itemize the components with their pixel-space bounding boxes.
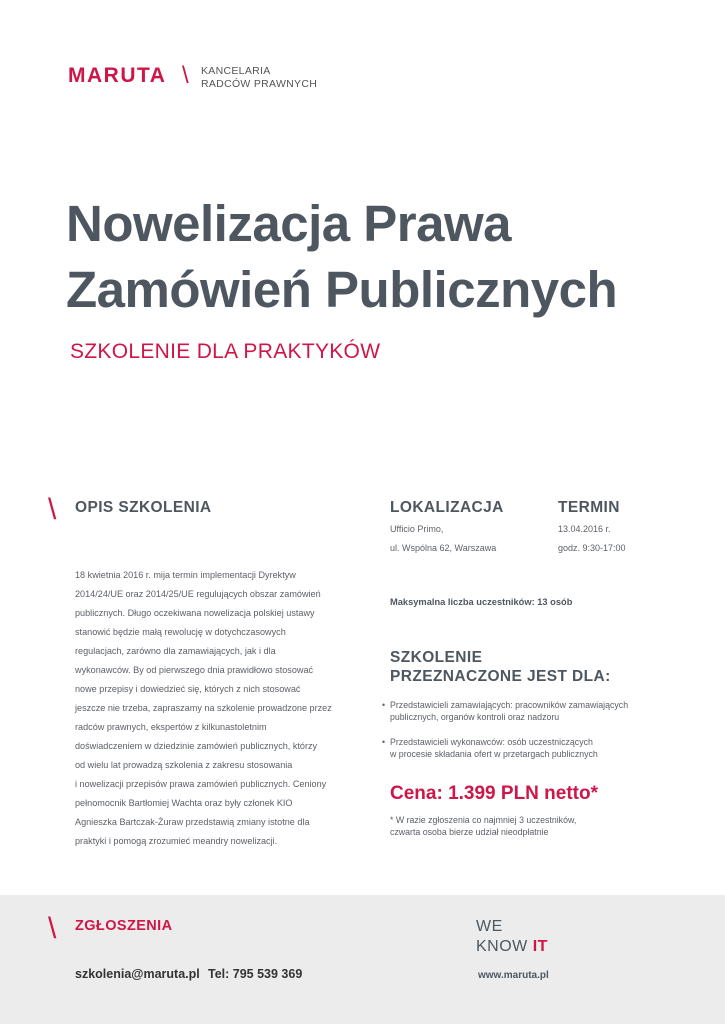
audience-item	[382, 699, 629, 723]
slogan-line2	[476, 938, 548, 956]
term-hours: godz. 9:30-17:00	[558, 543, 626, 553]
description-line: radców prawnych, ekspertów z kilkunastoletnim	[75, 722, 267, 732]
price: Cena: 1.399 PLN netto*	[390, 783, 598, 804]
price-footnote	[390, 814, 576, 838]
description-heading: OPIS SZKOLENIA	[75, 499, 212, 516]
description-line: publicznych. Długo oczekiwana nowelizacja polskiej ustawy	[75, 608, 315, 618]
slogan-know: KNOW	[476, 938, 533, 955]
logo-brand: MARUTA	[68, 64, 167, 87]
description-line: nowe przepisy i dowiedzieć się, których z nich stosować	[75, 684, 301, 694]
description-line: Agnieszka Bartczak-Żuraw przedstawią zmiany istotne dla	[75, 817, 310, 827]
contact-phone[interactable]: Tel: 795 539 369	[208, 967, 303, 981]
audience-item	[382, 736, 598, 760]
location-venue: Ufficio Primo,	[390, 524, 444, 534]
description-line: pełnomocnik Bartłomiej Wachta oraz były członek KIO	[75, 798, 293, 808]
page-subtitle: SZKOLENIE DLA PRAKTYKÓW	[70, 340, 381, 363]
description-line: 18 kwietnia 2016 r. mija termin implementacji Dyrektyw	[75, 570, 296, 580]
description-line: i nowelizacji przepisów prawa zamówień publicznych. Ceniony	[75, 779, 327, 789]
description-line: stanowić będzie małą rewolucję w dotychczasowych	[75, 627, 286, 637]
audience-item-line: publicznych, organów kontroli oraz nadzoru	[390, 712, 560, 722]
description-line: wykonawców. By od pierwszego dnia prawidłowo stosować	[75, 665, 314, 675]
bullet-icon: •	[382, 700, 386, 710]
footnote-line: * W razie zgłoszenia co najmniej 3 uczestników,	[390, 815, 577, 825]
location-heading: LOKALIZACJA	[390, 499, 504, 516]
term-heading: TERMIN	[558, 499, 620, 516]
logo-subtitle-line2: RADCÓW PRAWNYCH	[201, 78, 318, 90]
slogan-it: IT	[532, 938, 548, 955]
audience-heading-line1: SZKOLENIE	[390, 649, 483, 666]
audience-item-line: Przedstawicieli zamawiających: pracowników zamawiających	[390, 700, 629, 710]
audience-item-line: w procesie składania ofert w przetargach publicznych	[390, 749, 598, 759]
footer	[0, 895, 725, 1024]
location-address: ul. Wspólna 62, Warszawa	[390, 543, 497, 553]
applications-heading: ZGŁOSZENIA	[75, 918, 173, 934]
logo-slash: \	[182, 62, 189, 89]
audience-heading-line2: PRZEZNACZONE JEST DLA:	[390, 668, 611, 685]
website-link[interactable]: www.maruta.pl	[478, 970, 549, 981]
description-line: jeszcze nie trzeba, zapraszamy na szkolenie prowadzone przez	[75, 703, 332, 713]
contact-email-link[interactable]: szkolenia@maruta.pl	[75, 967, 200, 981]
audience-item-line: Przedstawicieli wykonawców: osób uczestniczących	[390, 737, 593, 747]
footnote-line: czwarta osoba bierze udział nieodpłatnie	[390, 827, 549, 837]
description-text	[75, 566, 337, 851]
description-line: regulacjach, zarówno dla zamawiających, jak i dla	[75, 646, 276, 656]
max-participants: Maksymalna liczba uczestników: 13 osób	[390, 597, 573, 607]
slogan-line1: WE	[476, 918, 503, 935]
page-title-line1: Nowelizacja Prawa	[66, 195, 512, 252]
bullet-icon: •	[382, 737, 386, 747]
description-line: 2014/24/UE oraz 2014/25/UE regulujących obszar zamówień	[75, 589, 321, 599]
description-line: praktyki i pomogą zrozumieć meandry nowelizacji.	[75, 836, 278, 846]
description-line: doświadczeniem w dziedzinie zamówień publicznych, którzy	[75, 741, 318, 751]
logo-subtitle-line1: KANCELARIA	[201, 65, 271, 77]
term-date: 13.04.2016 r.	[558, 524, 611, 534]
footer-marker-icon: \	[48, 912, 57, 945]
description-line: od wielu lat prowadzą szkolenia z zakresu stosowania	[75, 760, 293, 770]
section-marker-icon: \	[48, 493, 57, 526]
page-title-line2: Zamówień Publicznych	[66, 261, 618, 318]
